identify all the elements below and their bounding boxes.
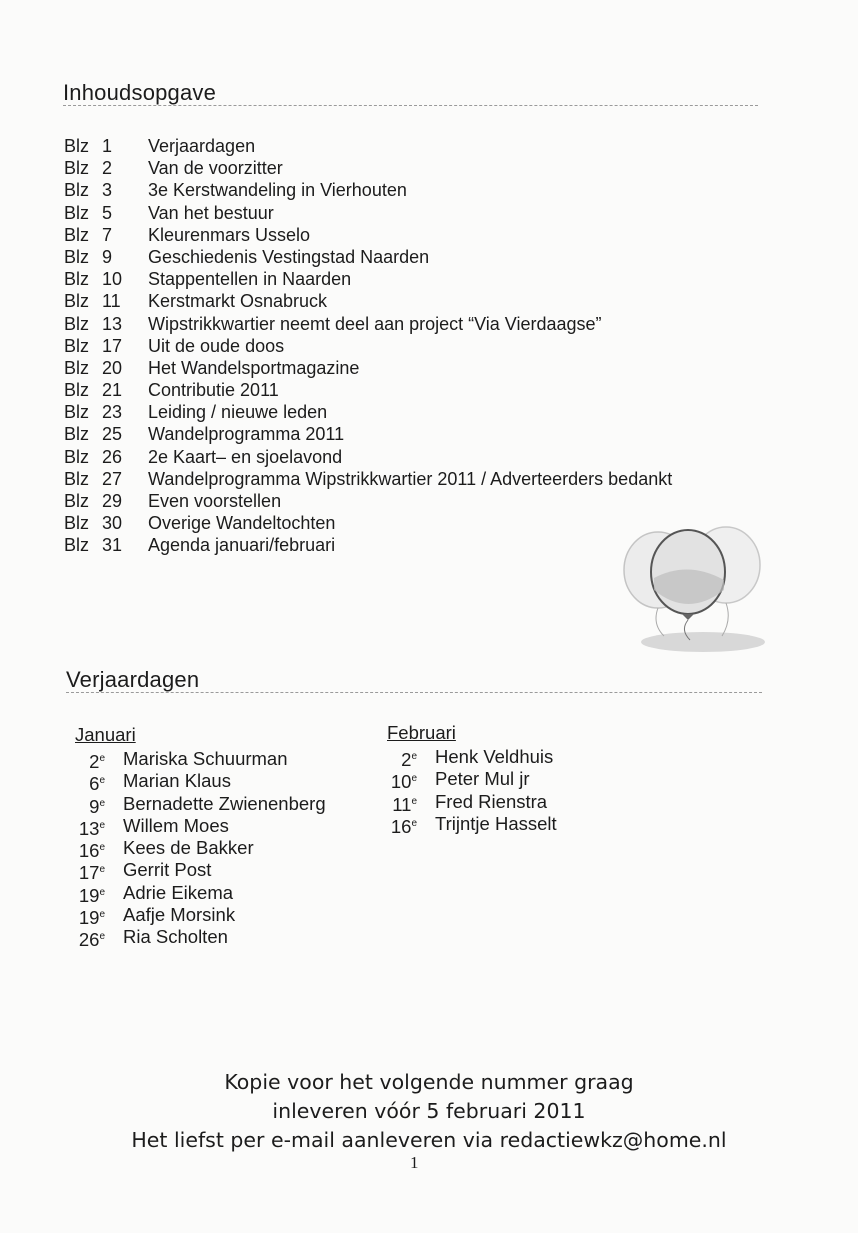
birthday-day-suffix: e <box>99 909 105 921</box>
toc-entry-page: 25 <box>102 424 123 445</box>
toc-entry-page: 7 <box>102 224 113 245</box>
toc-entry-title: Kleurenmars Usselo <box>148 224 311 245</box>
birthday-day-suffix: e <box>99 842 105 854</box>
footer-line-2: inleveren vóór 5 februari 2011 <box>272 1099 586 1123</box>
birthday-name: Mariska Schuurman <box>123 748 288 769</box>
birthday-day-suffix: e <box>411 751 417 762</box>
toc-entry-prefix: Blz <box>64 357 90 378</box>
birthday-entry <box>75 837 375 862</box>
birthday-name: Kees de Bakker <box>123 837 254 859</box>
toc-entry-title: Agenda januari/februari <box>148 535 336 556</box>
toc-entry-page: 20 <box>102 357 123 378</box>
birthday-entry <box>75 882 375 904</box>
toc-entry-title: Uit de oude doos <box>148 335 285 356</box>
footer-line-1: Kopie voor het volgende nummer graag <box>224 1070 634 1094</box>
toc-entry-prefix: Blz <box>64 468 90 489</box>
birthday-name: Marian Klaus <box>123 770 231 792</box>
birthday-day-number: 11 <box>392 793 412 815</box>
toc-entry-title: 3e Kerstwandeling in Vierhouten <box>148 180 407 201</box>
birthday-name: Ria Scholten <box>123 926 228 948</box>
birthday-day <box>387 791 417 816</box>
birthday-day-suffix: e <box>99 775 105 787</box>
toc-entry-prefix: Blz <box>64 136 90 156</box>
toc-entry-title: Wipstrikkwartier neemt deel aan project “Via Vierdaagse” <box>148 313 602 334</box>
toc-entry-title: Verjaardagen <box>148 136 256 156</box>
toc-entry-prefix: Blz <box>64 202 90 223</box>
february-list <box>387 746 687 835</box>
toc-entry-title: Kerstmarkt Osnabruck <box>148 291 328 312</box>
toc-entry-prefix: Blz <box>64 424 90 445</box>
birthday-day-number: 17 <box>78 862 100 884</box>
birthday-day-number: 19 <box>78 907 100 929</box>
toc-entry-page: 13 <box>102 313 123 334</box>
footer-notice <box>0 1068 858 1155</box>
toc-entry-page: 23 <box>102 402 123 423</box>
toc-entry-title: Van de voorzitter <box>148 158 283 179</box>
birthday-day-number: 10 <box>390 771 412 793</box>
toc-entry-prefix: Blz <box>64 402 90 423</box>
birthdays-heading: Verjaardagen <box>66 667 200 692</box>
birthday-name: Adrie Eikema <box>123 881 234 903</box>
birthday-day <box>387 746 417 771</box>
birthday-entry <box>387 746 687 768</box>
birthday-day <box>75 837 105 862</box>
birthday-day-number: 2 <box>89 751 100 772</box>
birthday-entry <box>75 926 375 951</box>
toc-entry-prefix: Blz <box>64 513 90 534</box>
birthdays-heading-rule <box>66 692 762 693</box>
birthday-day <box>75 770 105 795</box>
birthday-day-number: 16 <box>78 840 100 862</box>
toc-entry-prefix: Blz <box>64 224 90 245</box>
toc-entry-page: 30 <box>102 513 123 534</box>
birthday-day-number: 16 <box>390 815 412 837</box>
balloons-icon <box>618 520 788 660</box>
birthday-name: Peter Mul jr <box>435 768 530 790</box>
birthday-name: Willem Moes <box>123 814 229 836</box>
birthday-day-suffix: e <box>99 819 105 831</box>
toc-entry-prefix: Blz <box>64 158 90 179</box>
toc-entry-page: 5 <box>102 202 113 223</box>
birthday-day-number: 26 <box>78 929 100 951</box>
toc-entry-title: 2e Kaart– en sjoelavond <box>148 446 343 467</box>
birthday-entry <box>387 791 687 813</box>
toc-entry-prefix: Blz <box>64 246 90 267</box>
birthday-name: Fred Rienstra <box>435 790 548 812</box>
birthday-day <box>75 859 105 884</box>
february-label: Februari <box>387 722 456 743</box>
birthday-day <box>75 815 105 840</box>
toc-entry-page: 17 <box>102 335 123 356</box>
birthday-day <box>75 793 105 818</box>
toc-entry-title: Stappentellen in Naarden <box>148 269 352 290</box>
birthday-name: Aafje Morsink <box>123 904 236 926</box>
toc-entry-page: 29 <box>102 491 123 511</box>
toc-entry-page: 9 <box>102 246 113 267</box>
toc-entry-prefix: Blz <box>64 446 90 467</box>
birthday-entry <box>75 793 375 815</box>
toc-entry-title: Van het bestuur <box>148 202 274 223</box>
toc-entry-prefix: Blz <box>64 313 90 334</box>
toc-entry-page: 31 <box>102 535 123 556</box>
birthday-name: Bernadette Zwienenberg <box>123 792 326 814</box>
toc-entry-page: 1 <box>102 136 113 156</box>
birthday-name: Henk Veldhuis <box>435 746 554 767</box>
birthday-day <box>75 926 105 951</box>
toc-entry-title: Contributie 2011 <box>148 380 279 401</box>
birthday-entry <box>75 904 375 929</box>
birthday-day-suffix: e <box>99 864 105 876</box>
toc-entry-title: Wandelprogramma Wipstrikkwartier 2011 / Adverteerders bedankt <box>148 468 673 489</box>
birthday-day <box>75 748 105 773</box>
birthday-day-suffix: e <box>411 817 417 829</box>
birthday-day-number: 19 <box>78 884 100 906</box>
birthday-day <box>387 813 417 838</box>
toc-entry-page: 11 <box>102 291 121 312</box>
toc-entry-prefix: Blz <box>64 335 90 356</box>
birthday-entry <box>75 748 375 770</box>
february-column <box>387 722 687 835</box>
toc-entry-title: Geschiedenis Vestingstad Naarden <box>148 246 430 267</box>
birthday-day-suffix: e <box>411 773 417 785</box>
toc-entry-page: 26 <box>102 446 123 467</box>
january-column <box>75 724 375 949</box>
birthday-day-suffix: e <box>99 886 105 898</box>
toc-entry-prefix: Blz <box>64 291 90 312</box>
birthday-day-number: 6 <box>89 773 100 795</box>
footer-line-3: Het liefst per e-mail aanleveren via redactiewkz@home.nl <box>131 1128 727 1152</box>
birthday-entry <box>75 859 375 884</box>
toc-entry-prefix: Blz <box>64 269 90 290</box>
toc-entry-title: Het Wandelsportmagazine <box>148 357 360 378</box>
toc-heading-rule <box>63 105 758 106</box>
birthday-entry <box>75 770 375 795</box>
birthday-entry <box>75 815 375 837</box>
birthday-entry <box>387 813 687 835</box>
birthday-day <box>75 882 105 907</box>
birthday-day-suffix: e <box>99 931 105 943</box>
toc-entry-prefix: Blz <box>64 491 90 511</box>
toc-entry-prefix: Blz <box>64 535 90 556</box>
toc-entry-title: Wandelprogramma 2011 <box>148 424 345 445</box>
toc-entry-prefix: Blz <box>64 180 90 201</box>
toc-entry-page: 2 <box>102 158 113 179</box>
birthday-day-number: 13 <box>78 817 100 839</box>
birthday-name: Trijntje Hasselt <box>435 812 557 834</box>
toc-entry-title: Even voorstellen <box>148 491 282 511</box>
birthday-day <box>75 904 105 929</box>
toc-entry-page: 27 <box>102 468 123 489</box>
birthday-day-suffix: e <box>99 753 105 764</box>
birthday-day-suffix: e <box>411 795 417 807</box>
toc-heading: Inhoudsopgave <box>63 80 217 105</box>
toc-entry-title: Leiding / nieuwe leden <box>148 402 328 423</box>
toc-entry-prefix: Blz <box>64 380 90 401</box>
birthday-entry <box>387 768 687 793</box>
toc-entry-page: 21 <box>102 380 123 401</box>
toc-entry-page: 3 <box>102 180 113 201</box>
toc-entry-page: 10 <box>102 269 123 290</box>
birthday-day <box>387 768 417 793</box>
page-number: 1 <box>410 1153 419 1172</box>
january-list <box>75 748 375 949</box>
birthday-day-suffix: e <box>99 797 105 809</box>
birthday-day-number: 9 <box>89 795 100 817</box>
january-label: Januari <box>75 724 136 745</box>
toc-entry-title: Overige Wandeltochten <box>148 513 336 534</box>
birthday-day-number: 2 <box>401 749 412 770</box>
birthday-name: Gerrit Post <box>123 859 212 881</box>
